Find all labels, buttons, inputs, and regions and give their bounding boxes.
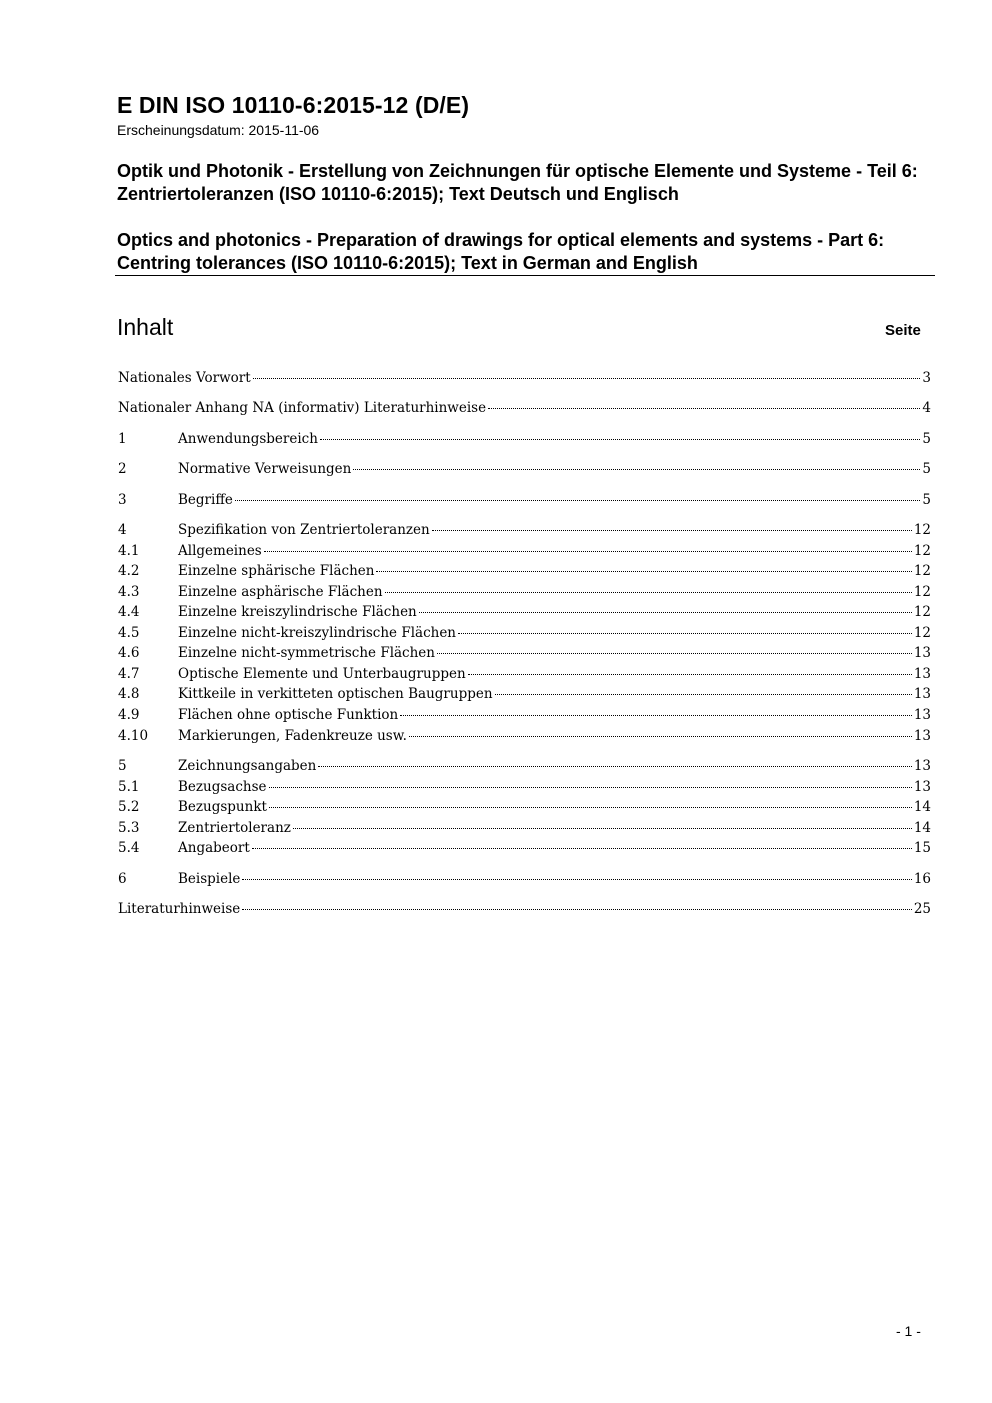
toc-entry-page: 5 xyxy=(922,492,931,508)
header-divider xyxy=(115,275,935,276)
toc-dot-leader xyxy=(432,529,912,531)
toc-dot-leader xyxy=(353,468,920,470)
toc-entry-label: Zentriertoleranz xyxy=(178,820,291,836)
toc-entry-number: 4.6 xyxy=(118,645,140,661)
toc-entry-number: 4.3 xyxy=(118,584,140,600)
toc-entry-label: Nationaler Anhang NA (informativ) Literaturhinweise xyxy=(118,400,487,416)
toc-entry-number: 4.9 xyxy=(118,707,140,723)
toc-entry-number: 4.5 xyxy=(118,625,140,641)
toc-entry[interactable] xyxy=(118,728,931,748)
toc-entry[interactable] xyxy=(118,686,931,706)
toc-dot-leader xyxy=(242,908,912,910)
toc-entry-label: Einzelne nicht-kreiszylindrische Flächen xyxy=(178,625,457,641)
toc-entry-number: 5.1 xyxy=(118,779,140,795)
toc-entry-page: 3 xyxy=(922,370,931,386)
toc-entry-page: 12 xyxy=(913,543,931,559)
toc-entry-number: 3 xyxy=(118,492,127,508)
toc-entry-number: 5.4 xyxy=(118,840,140,856)
toc-dot-leader xyxy=(235,499,921,501)
toc-entry-page: 12 xyxy=(913,563,931,579)
toc-entry[interactable] xyxy=(118,707,931,727)
toc-entry-number: 4.4 xyxy=(118,604,140,620)
toc-dot-leader xyxy=(253,377,921,379)
toc-entry-page: 12 xyxy=(913,625,931,641)
toc-entry-label: Begriffe xyxy=(178,492,233,508)
toc-entry[interactable] xyxy=(118,461,931,481)
toc-entry-label: Bezugsachse xyxy=(178,779,267,795)
toc-entry-label: Zeichnungsangaben xyxy=(178,758,317,774)
toc-dot-leader xyxy=(252,847,912,849)
title-english: Optics and photonics - Preparation of drawings for optical elements and systems - Part 6: Centring tolerances (ISO 10110-6:2015); Text in German and English xyxy=(117,230,885,273)
toc-entry-label: Markierungen, Fadenkreuze usw. xyxy=(178,728,407,744)
toc-dot-leader xyxy=(242,878,911,880)
toc-entry-number: 5.3 xyxy=(118,820,140,836)
toc-entry-label: Anwendungsbereich xyxy=(178,431,318,447)
publication-date: Erscheinungsdatum: 2015-11-06 xyxy=(117,122,320,138)
toc-page-column-label: Seite xyxy=(885,322,921,339)
toc-entry-number: 4.2 xyxy=(118,563,140,579)
toc-entry-label: Normative Verweisungen xyxy=(178,461,352,477)
title-german: Optik und Photonik - Erstellung von Zeichnungen für optische Elemente und Systeme - Teil 6: Zentriertoleranzen (ISO 10110-6:2015); Text Deutsch und Englisch xyxy=(117,161,918,204)
toc-entry-number: 4.7 xyxy=(118,666,140,682)
toc-entry-number: 6 xyxy=(118,871,127,887)
toc-dot-leader xyxy=(400,714,912,716)
toc-entry[interactable] xyxy=(118,871,931,891)
toc-entry[interactable] xyxy=(118,840,931,860)
toc-entry-label: Angabeort xyxy=(178,840,250,856)
toc-entry-label: Einzelne asphärische Flächen xyxy=(178,584,383,600)
toc-dot-leader xyxy=(409,735,912,737)
toc-entry-page: 14 xyxy=(913,820,931,836)
toc-entry-page: 25 xyxy=(913,901,931,917)
toc-entry[interactable] xyxy=(118,901,931,921)
toc-entry[interactable] xyxy=(118,820,931,840)
toc-entry[interactable] xyxy=(118,625,931,645)
toc-entry-page: 13 xyxy=(913,779,931,795)
toc-entry[interactable] xyxy=(118,758,931,778)
toc-entry-label: Einzelne nicht-symmetrische Flächen xyxy=(178,645,435,661)
toc-dot-leader xyxy=(468,673,912,675)
toc-entry-number: 4.8 xyxy=(118,686,140,702)
toc-entry[interactable] xyxy=(118,522,931,542)
toc-entry[interactable] xyxy=(118,779,931,799)
toc-entry-label: Allgemeines xyxy=(178,543,262,559)
toc-entry-page: 13 xyxy=(913,758,931,774)
toc-entry[interactable] xyxy=(118,604,931,624)
toc-entry-page: 4 xyxy=(922,400,931,416)
toc-entry-label: Einzelne kreiszylindrische Flächen xyxy=(178,604,417,620)
toc-dot-leader xyxy=(318,765,911,767)
toc-dot-leader xyxy=(320,438,920,440)
toc-dot-leader xyxy=(376,570,911,572)
toc-dot-leader xyxy=(458,632,912,634)
toc-entry-page: 5 xyxy=(922,431,931,447)
toc-entry-label: Optische Elemente und Unterbaugruppen xyxy=(178,666,466,682)
toc-entry-page: 5 xyxy=(922,461,931,477)
toc-dot-leader xyxy=(385,591,912,593)
toc-entry-label: Kittkeile in verkitteten optischen Baugruppen xyxy=(178,686,493,702)
toc-entry[interactable] xyxy=(118,584,931,604)
toc-entry-label: Flächen ohne optische Funktion xyxy=(178,707,399,723)
toc-heading: Inhalt xyxy=(117,314,174,340)
toc-entry-number: 1 xyxy=(118,431,127,447)
toc-entry-page: 13 xyxy=(913,666,931,682)
toc-dot-leader xyxy=(264,550,912,552)
toc-entry-label: Bezugspunkt xyxy=(178,799,267,815)
toc-entry[interactable] xyxy=(118,431,931,451)
toc-entry-page: 15 xyxy=(913,840,931,856)
toc-entry[interactable] xyxy=(118,543,931,563)
toc-entry-page: 13 xyxy=(913,686,931,702)
toc-dot-leader xyxy=(495,693,912,695)
toc-entry-number: 4.10 xyxy=(118,728,149,744)
toc-entry[interactable] xyxy=(118,799,931,819)
toc-entry[interactable] xyxy=(118,666,931,686)
toc-entry[interactable] xyxy=(118,492,931,512)
toc-entry[interactable] xyxy=(118,400,931,420)
document-id: E DIN ISO 10110-6:2015-12 (D/E) xyxy=(117,92,470,118)
toc-entry[interactable] xyxy=(118,370,931,390)
toc-entry-page: 16 xyxy=(913,871,931,887)
toc-entry[interactable] xyxy=(118,563,931,583)
toc-entry-label: Einzelne sphärische Flächen xyxy=(178,563,375,579)
page-number: - 1 - xyxy=(896,1323,921,1339)
toc-entry-page: 13 xyxy=(913,645,931,661)
toc-entry-page: 13 xyxy=(913,728,931,744)
toc-dot-leader xyxy=(293,827,912,829)
toc-entry-number: 4.1 xyxy=(118,543,140,559)
toc-entry-label: Literaturhinweise xyxy=(118,901,241,917)
toc-dot-leader xyxy=(437,652,912,654)
toc-entry-number: 5.2 xyxy=(118,799,140,815)
toc-entry-label: Nationales Vorwort xyxy=(118,370,251,386)
toc-entry-number: 5 xyxy=(118,758,127,774)
toc-entry-page: 12 xyxy=(913,522,931,538)
toc-dot-leader xyxy=(419,611,912,613)
toc-entry-label: Beispiele xyxy=(178,871,241,887)
toc-dot-leader xyxy=(488,407,920,409)
toc-entry-label: Spezifikation von Zentriertoleranzen xyxy=(178,522,430,538)
toc-entry-page: 14 xyxy=(913,799,931,815)
toc-entry-number: 2 xyxy=(118,461,127,477)
toc-entry-page: 13 xyxy=(913,707,931,723)
toc-dot-leader xyxy=(269,806,912,808)
toc-entry-number: 4 xyxy=(118,522,127,538)
toc-entry-page: 12 xyxy=(913,604,931,620)
toc-dot-leader xyxy=(269,786,912,788)
toc-entry-page: 12 xyxy=(913,584,931,600)
toc-entry[interactable] xyxy=(118,645,931,665)
